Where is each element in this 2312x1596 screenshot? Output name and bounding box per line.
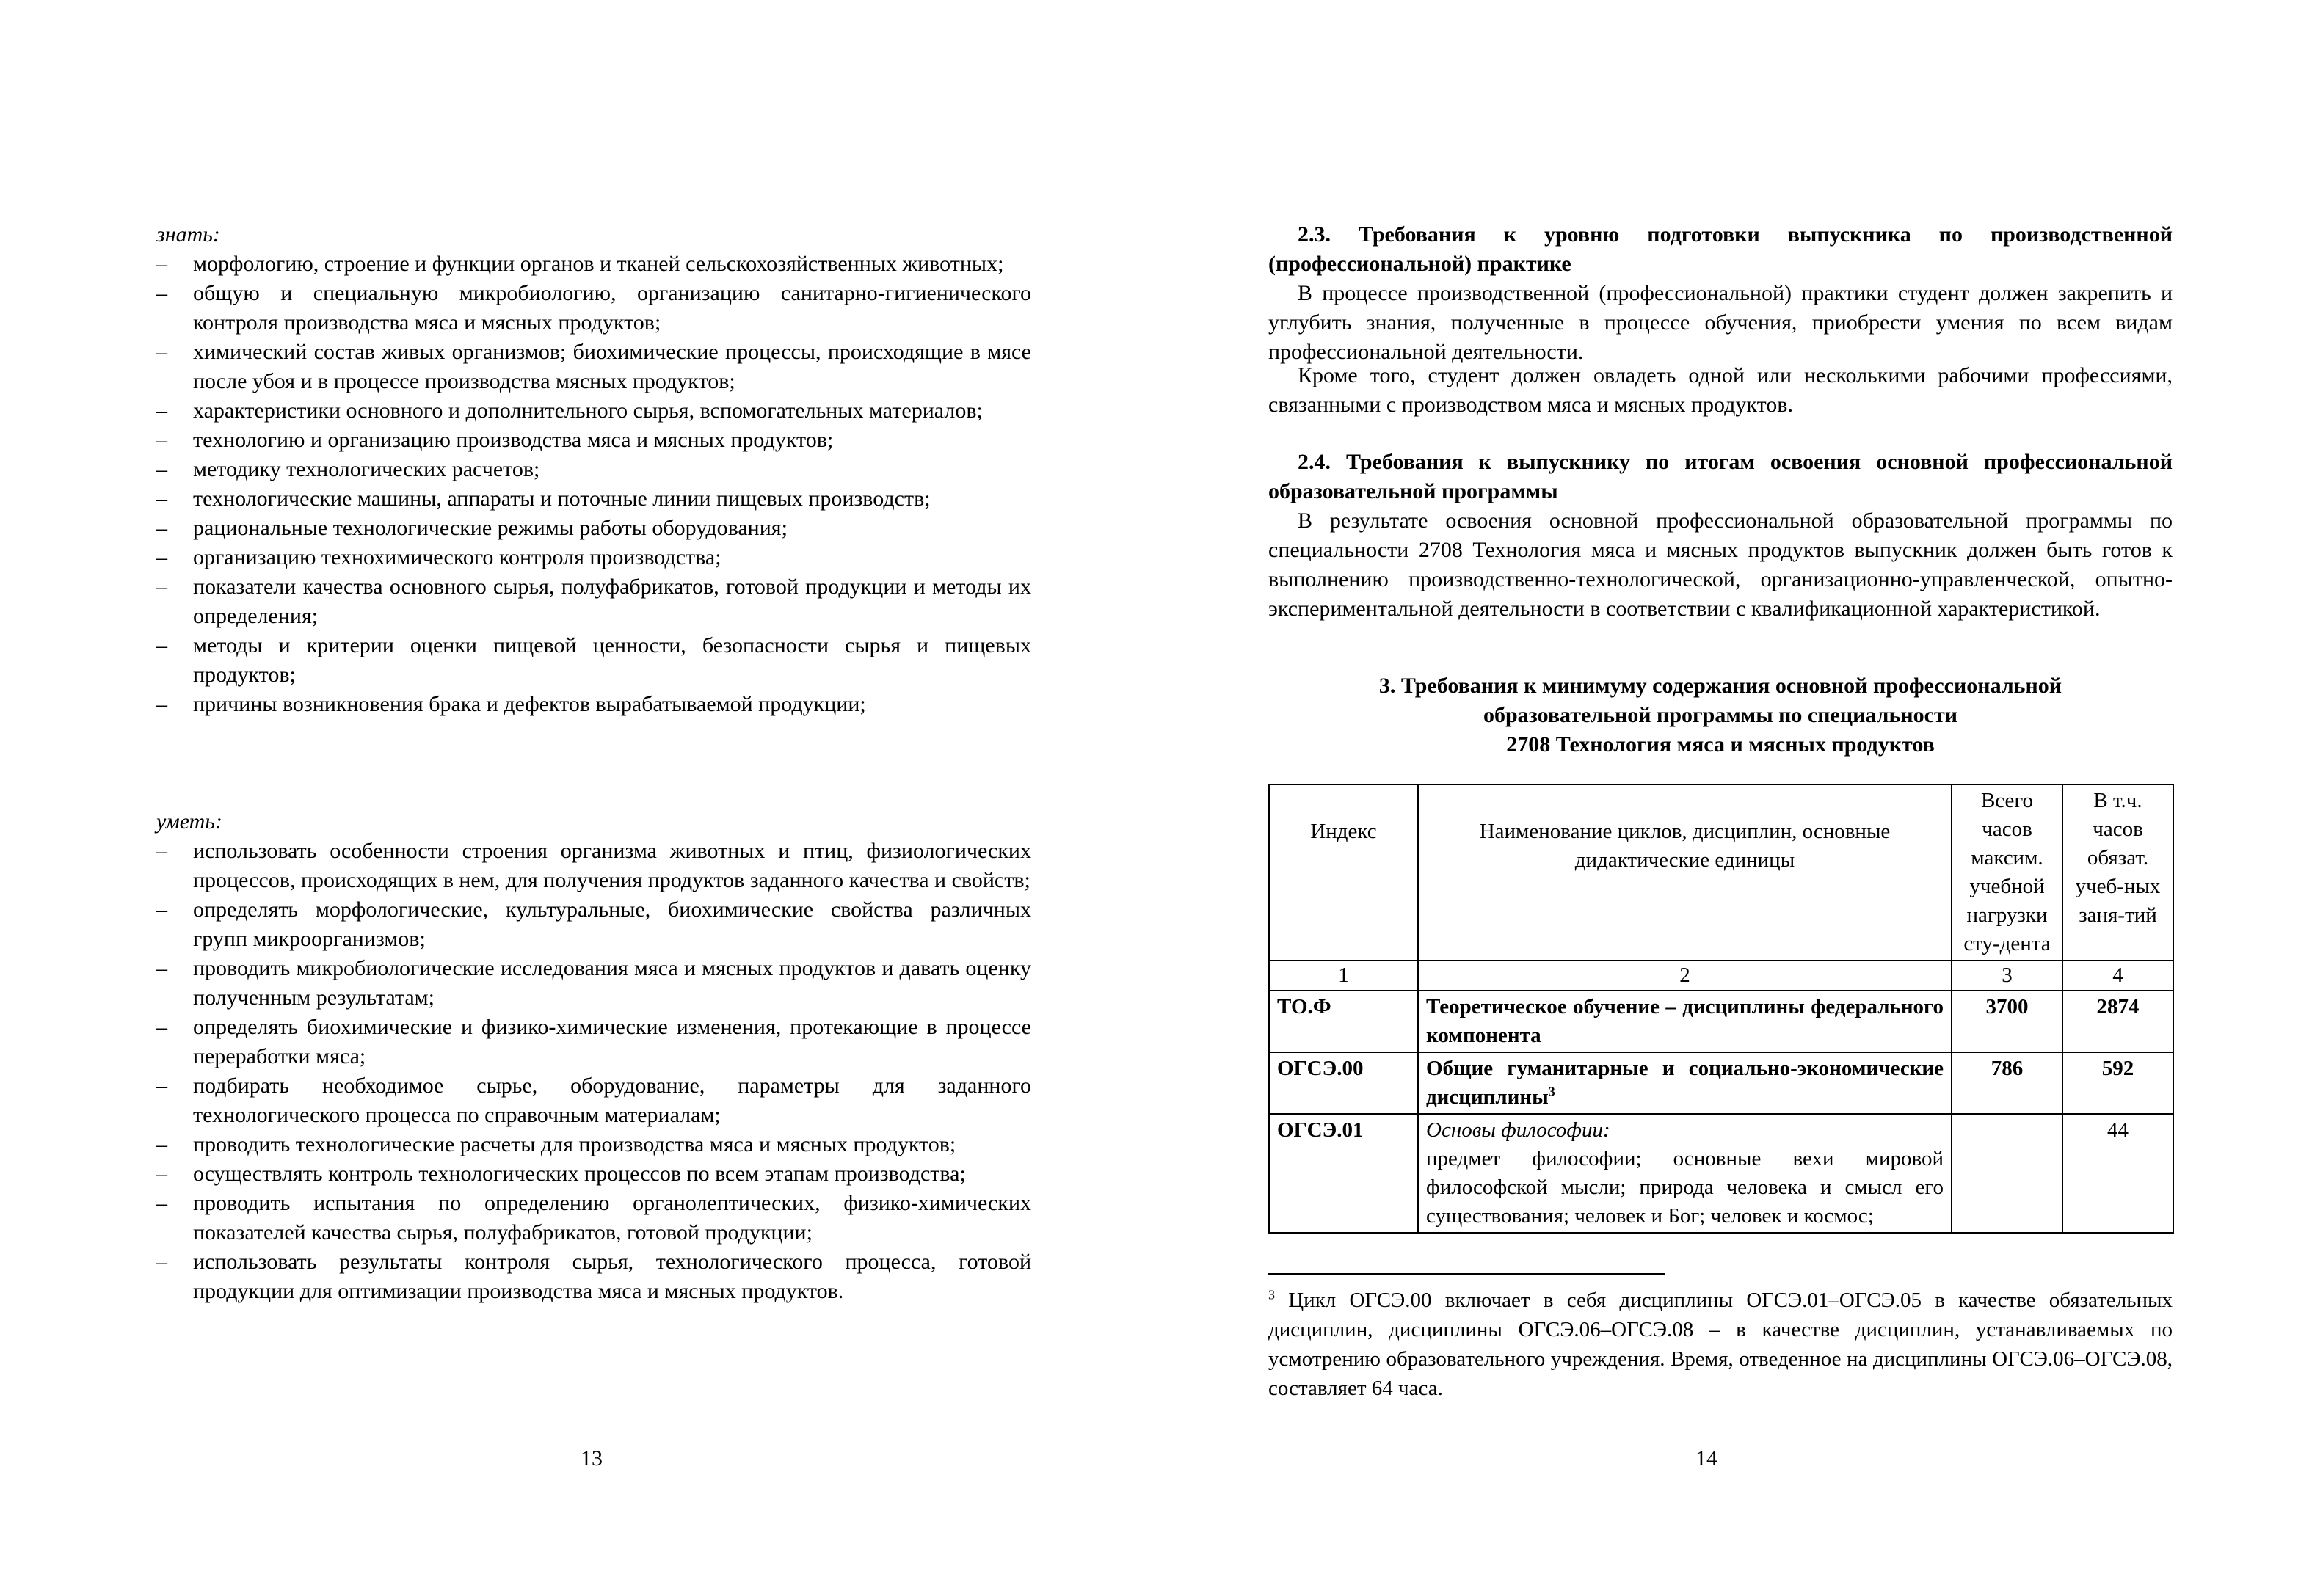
list-item: – рациональные технологические режимы работы оборудования; — [156, 514, 1031, 543]
section-2-4-heading: 2.4. Требования к выпускнику по итогам освоения основной профессиональной образовательной программы — [1268, 450, 2173, 503]
list-item: – проводить микробиологические исследования мяса и мясных продуктов и давать оценку полученным результатам; — [156, 954, 1031, 1013]
list-item: – проводить технологические расчеты для производства мяса и мясных продуктов; — [156, 1130, 1031, 1159]
row-name — [1418, 1114, 1952, 1233]
section-3-title-line-1: 3. Требования к минимуму содержания основной профессиональной — [1378, 674, 2062, 698]
footnote-ref: 3 — [1548, 1084, 1555, 1099]
footnote-marker: 3 — [1268, 1287, 1275, 1302]
row-total — [1952, 1114, 2062, 1233]
list-item: – морфологию, строение и функции органов и тканей сельскохозяйственных животных; — [156, 249, 1031, 279]
list-item: – проводить испытания по определению органолептических, физико-химических показателей качества сырья, полуфабрикатов, готовой продукции; — [156, 1189, 1031, 1247]
header-total: Всего часов максим. учебной нагрузки сту-дента — [1952, 784, 2062, 961]
list-item: – причины возникновения брака и дефектов вырабатываемой продукции; — [156, 690, 1031, 719]
row-index: ОГСЭ.01 — [1269, 1114, 1418, 1233]
table-row — [1269, 1052, 2173, 1114]
footnote-text: Цикл ОГСЭ.00 включает в себя дисциплины ОГСЭ.01–ОГСЭ.05 в качестве обязательных дисциплин, дисциплины ОГСЭ.06–ОГСЭ.08 – в качестве дисциплин, устанавливаемых по усмотрению образовательного учреждения. Время, отведенное на дисциплины ОГСЭ.06–ОГСЭ.08, составляет 64 часа. — [1268, 1289, 2173, 1400]
header-index: Индекс — [1269, 784, 1418, 961]
column-number: 1 — [1269, 961, 1418, 991]
row-index: ТО.Ф — [1269, 991, 1418, 1052]
row-total: 3700 — [1952, 991, 2062, 1052]
row-total: 786 — [1952, 1052, 2062, 1114]
list-item: – осуществлять контроль технологических процессов по всем этапам производства; — [156, 1159, 1031, 1189]
row-name: Теоретическое обучение – дисциплины федерального компонента — [1418, 991, 1952, 1052]
list-item: – методы и критерии оценки пищевой ценности, безопасности сырья и пищевых продуктов; — [156, 631, 1031, 690]
list-item: – методику технологических расчетов; — [156, 455, 1031, 484]
curriculum-table — [1268, 784, 2174, 1234]
list-item: – определять морфологические, культуральные, биохимические свойства различных групп микроорганизмов; — [156, 895, 1031, 954]
discipline-title: Основы философии: — [1426, 1118, 1610, 1142]
znat-label: знать: — [156, 222, 220, 247]
list-item: – использовать результаты контроля сырья, технологического процесса, готовой продукции для оптимизации производства мяса и мясных продуктов. — [156, 1247, 1031, 1306]
header-required: В т.ч. часов обязат. учеб-ных заня-тий — [2062, 784, 2173, 961]
section-2-3-para-2: Кроме того, студент должен овладеть одной или несколькими рабочими профессиями, связанными с производством мяса и мясных продуктов. — [1268, 363, 2173, 417]
row-name-text: Общие гуманитарные и социально-экономические дисциплины — [1426, 1057, 1944, 1109]
table-header-row — [1269, 784, 2173, 961]
list-item: – характеристики основного и дополнительного сырья, вспомогательных материалов; — [156, 396, 1031, 426]
table-row — [1269, 1114, 2173, 1233]
section-2-4-para-1: В результате освоения основной профессиональной образовательной программы по специальности 2708 Технология мяса и мясных продуктов выпускник должен быть готов к выполнению производственно-технологической, организационно-управленческой, опытно-экспериментальной деятельности в соответствии с квалификационной характеристикой. — [1268, 509, 2173, 621]
section-3-title-line-3: 2708 Технология мяса и мясных продуктов — [1506, 732, 1935, 757]
footnote-divider — [1268, 1273, 1665, 1275]
list-item: – подбирать необходимое сырье, оборудование, параметры для заданного технологического процесса по справочным материалам; — [156, 1071, 1031, 1130]
page-number: 14 — [1695, 1446, 1717, 1471]
section-2-3-para-1: В процессе производственной (профессиональной) практики студент должен закрепить и углубить знания, полученные в процессе обучения, приобрести умения по всем видам профессиональной деятельности. — [1268, 281, 2173, 364]
column-number: 2 — [1418, 961, 1952, 991]
umet-label: уметь: — [156, 809, 222, 834]
list-item: – использовать особенности строения организма животных и птиц, физиологических процессов, происходящих в нем, для получения продуктов заданного качества и свойств; — [156, 837, 1031, 895]
list-item: – химический состав живых организмов; биохимические процессы, происходящие в мясе после убоя и в процессе производства мясных продуктов; — [156, 338, 1031, 396]
page-number: 13 — [581, 1446, 603, 1471]
row-name — [1418, 1052, 1952, 1114]
column-number: 3 — [1952, 961, 2062, 991]
list-item: – технологию и организацию производства мяса и мясных продуктов; — [156, 426, 1031, 455]
znat-list — [156, 249, 1031, 719]
column-number-row — [1269, 961, 2173, 991]
header-name: Наименование циклов, дисциплин, основные дидактические единицы — [1418, 784, 1952, 961]
list-item: – технологические машины, аппараты и поточные линии пищевых производств; — [156, 484, 1031, 514]
column-number: 4 — [2062, 961, 2173, 991]
umet-list — [156, 837, 1031, 1306]
row-required: 44 — [2062, 1114, 2173, 1233]
section-3-title-line-2: образовательной программы по специальности — [1483, 703, 1957, 727]
list-item: – определять биохимические и физико-химические изменения, протекающие в процессе переработки мяса; — [156, 1013, 1031, 1071]
list-item: – показатели качества основного сырья, полуфабрикатов, готовой продукции и методы их определения; — [156, 572, 1031, 631]
list-item: – общую и специальную микробиологию, организацию санитарно-гигиенического контроля производства мяса и мясных продуктов; — [156, 279, 1031, 338]
row-index: ОГСЭ.00 — [1269, 1052, 1418, 1114]
table-row — [1269, 991, 2173, 1052]
discipline-content: предмет философии; основные вехи мировой философской мысли; природа человека и смысл его существования; человек и Бог; человек и космос; — [1426, 1147, 1944, 1228]
row-required: 2874 — [2062, 991, 2173, 1052]
section-2-3-heading: 2.3. Требования к уровню подготовки выпускника по производственной (профессиональной) практике — [1268, 222, 2173, 276]
row-required: 592 — [2062, 1052, 2173, 1114]
footnote — [1268, 1286, 2173, 1403]
list-item: – организацию технохимического контроля производства; — [156, 543, 1031, 572]
